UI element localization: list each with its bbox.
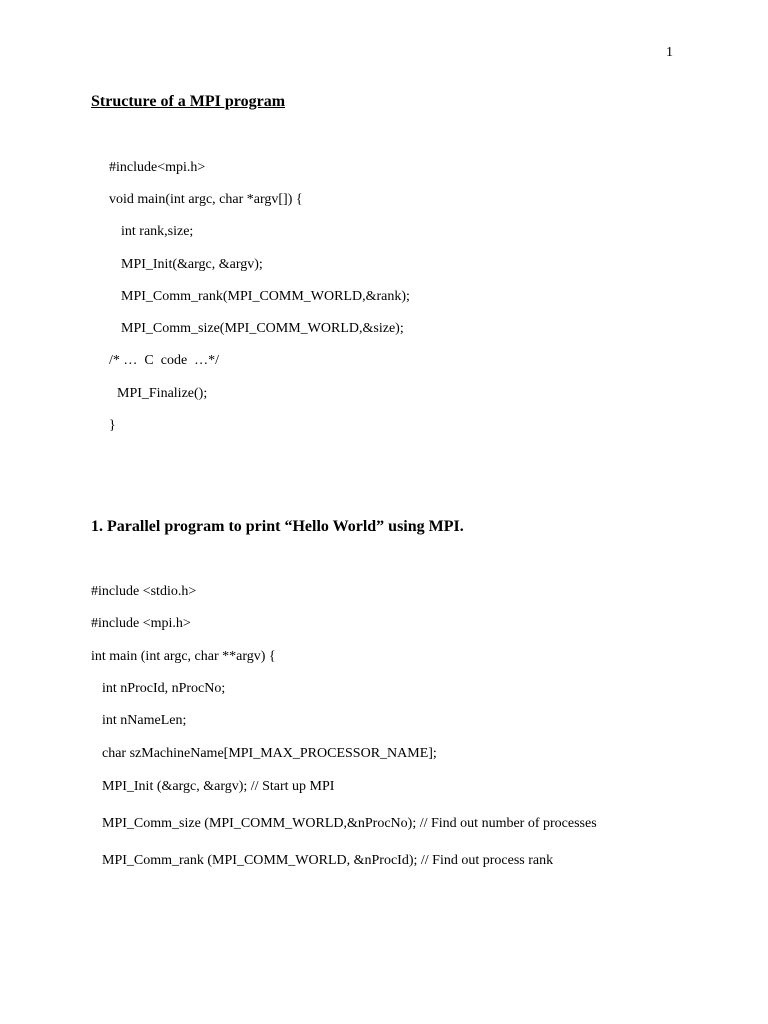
code-line: MPI_Comm_size (MPI_COMM_WORLD,&nProcNo); // Find out number of processes: [102, 816, 597, 831]
code-line: #include<mpi.h>: [109, 160, 206, 175]
code-line: MPI_Comm_rank (MPI_COMM_WORLD, &nProcId); // Find out process rank: [102, 853, 554, 868]
code-line: #include <stdio.h>: [91, 584, 197, 599]
code-line: char szMachineName[MPI_MAX_PROCESSOR_NAME];: [102, 746, 437, 761]
code-line: MPI_Comm_size(MPI_COMM_WORLD,&size);: [121, 321, 404, 336]
section-heading-hello-world: 1. Parallel program to print “Hello World” using MPI.: [91, 518, 464, 535]
section-heading-structure: Structure of a MPI program: [91, 93, 286, 110]
code-line: MPI_Comm_rank(MPI_COMM_WORLD,&rank);: [121, 289, 410, 304]
code-line: int nNameLen;: [102, 713, 187, 728]
code-line: #include <mpi.h>: [91, 616, 191, 631]
code-line: int rank,size;: [121, 224, 194, 239]
code-line: /* … C code …*/: [109, 353, 220, 368]
code-line: MPI_Finalize();: [117, 386, 208, 401]
code-line: int main (int argc, char **argv) {: [91, 649, 276, 664]
code-line: }: [109, 418, 116, 433]
page-number: 1: [666, 45, 673, 60]
code-line: void main(int argc, char *argv[]) {: [109, 192, 303, 207]
code-line: int nProcId, nProcNo;: [102, 681, 226, 696]
code-line: MPI_Init(&argc, &argv);: [121, 257, 263, 272]
code-line: MPI_Init (&argc, &argv); // Start up MPI: [102, 779, 335, 794]
